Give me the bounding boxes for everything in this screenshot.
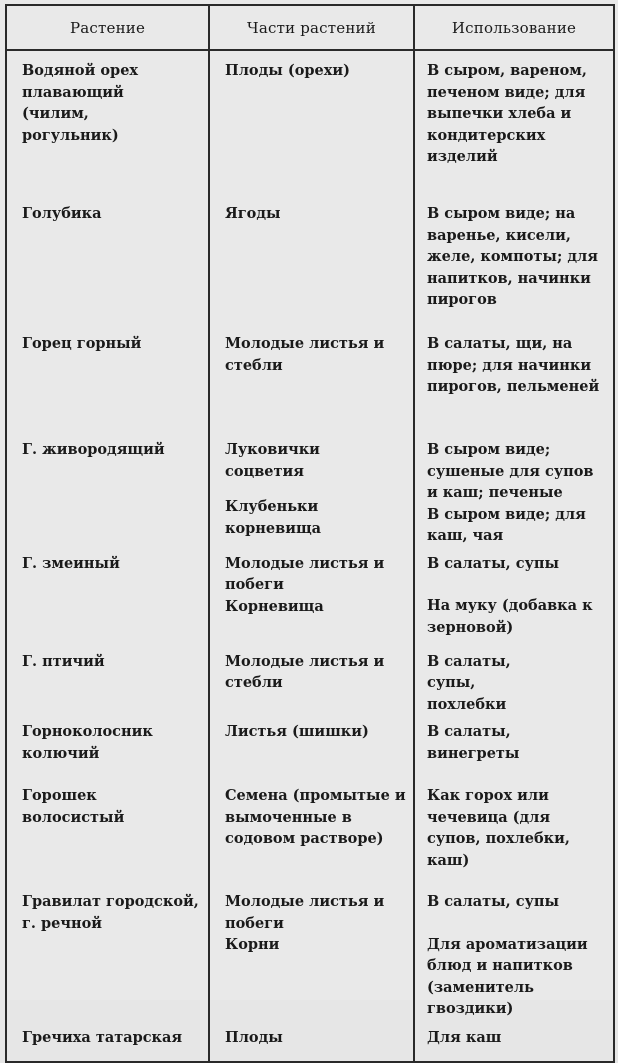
plant-part: Молодые листья и стебли <box>225 652 385 691</box>
table-row <box>6 197 614 327</box>
plant-usage: В сыром виде; сушеные для супов и каш; печеные <box>427 441 594 501</box>
plant-name: Горошек волосистый <box>22 787 125 826</box>
plant-part: Ягоды <box>225 205 281 222</box>
table-row <box>6 645 614 716</box>
plant-part: Молодые листья и побеги <box>225 554 385 593</box>
plant-usage: В салаты, щи, на пюре; для начинки пирогов, пельменей <box>427 335 600 395</box>
plant-usage: В сыром виде; на варенье, кисели, желе, компоты; для напитков, начинки пирогов <box>427 205 598 308</box>
plant-name: Гравилат городской, г. речной <box>22 893 199 932</box>
plant-name: Г. птичий <box>22 652 105 670</box>
plant-part: Корни <box>225 936 280 953</box>
plant-name: Г. змеиный <box>22 554 120 572</box>
plant-usage: В сыром виде; для каш, чая <box>427 505 586 544</box>
plant-part: Плоды (орехи) <box>225 62 350 79</box>
table-row <box>6 715 614 779</box>
plant-part: Листья (шишки) <box>225 723 369 740</box>
plant-usage: Для каш <box>427 1029 502 1046</box>
table-row <box>6 885 614 1023</box>
header-plant-parts: Части растений <box>209 5 414 50</box>
plant-usage: В салаты, супы <box>427 554 560 572</box>
plant-name: Горноколосник колючий <box>22 723 153 762</box>
plant-part: Молодые листья и побеги <box>225 893 385 932</box>
plant-part: Семена (промытые и вымоченные в содовом растворе) <box>225 787 406 847</box>
plant-name: Горец горный <box>22 335 142 352</box>
plant-part: Корневища <box>225 597 324 615</box>
table-row <box>6 1023 614 1062</box>
plant-usage: В салаты, супы <box>427 893 560 910</box>
table-row <box>6 779 614 885</box>
plant-usage: В сыром, вареном, печеном виде; для выпечки хлеба и кондитерских изделий <box>427 62 587 165</box>
plant-usage: В салаты, винегреты <box>427 723 520 762</box>
plant-part: Молодые листья и стебли <box>225 335 385 374</box>
table-row <box>6 547 614 645</box>
edible-plants-table <box>5 4 615 1063</box>
table-row <box>6 50 614 197</box>
plant-part: Луковички соцветия <box>225 441 320 480</box>
plant-usage: Как горох или чечевица (для супов, похлебки, каш) <box>427 787 570 869</box>
header-usage: Использование <box>414 5 614 50</box>
plant-name: Г. живородящий <box>22 441 165 458</box>
plant-usage: В салаты, супы, похлебки <box>427 652 511 713</box>
plant-part: Клубеньки корневища <box>225 498 322 537</box>
header-plant: Растение <box>6 5 209 50</box>
plant-usage: Для ароматизации блюд и напитков (заменитель гвоздики) <box>427 935 588 1017</box>
plant-name: Водяной орех плавающий (чилим, рогульник) <box>22 62 139 144</box>
table-row <box>6 433 614 547</box>
plant-usage: На муку (добавка к зерновой) <box>427 597 593 636</box>
plant-part: Плоды <box>225 1029 283 1046</box>
table-row <box>6 327 614 433</box>
table-header-row <box>6 5 614 50</box>
plant-name: Гречиха татарская <box>22 1029 183 1046</box>
plant-name: Голубика <box>22 205 102 222</box>
